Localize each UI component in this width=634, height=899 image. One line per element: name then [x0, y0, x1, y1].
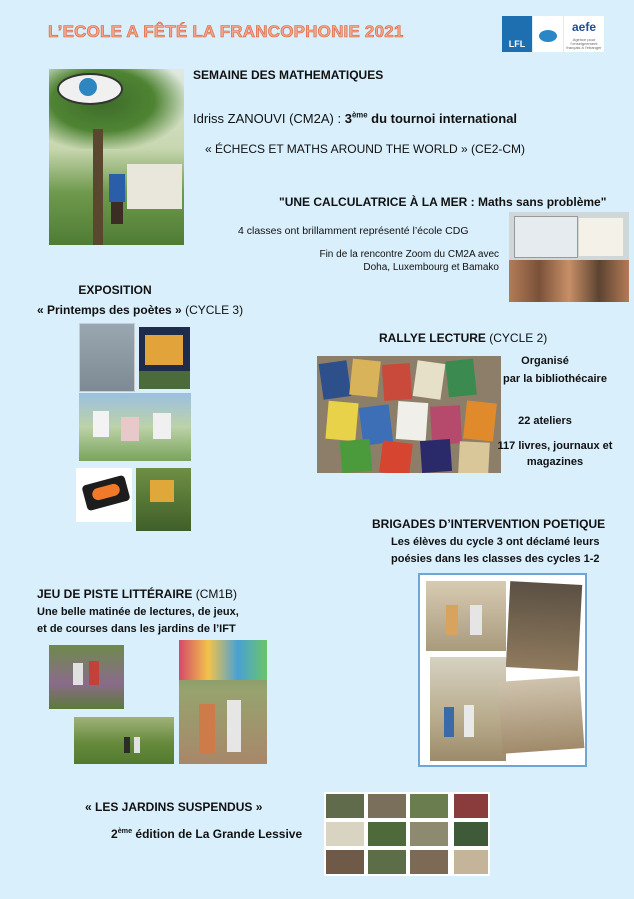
- expo-cycle: (CYCLE 3): [181, 303, 244, 317]
- maths-winner-line: [193, 111, 517, 126]
- rallye-livres2: magazines: [526, 456, 584, 468]
- brigades-heading: BRIGADES D’INTERVENTION POETIQUE: [372, 517, 606, 531]
- jeu-line1: Une belle matinée de lectures, de jeux,: [37, 606, 239, 618]
- rallye-cycle: (CYCLE 2): [485, 331, 548, 345]
- globe-icon: [539, 30, 557, 42]
- edition-number: 2: [111, 827, 118, 841]
- expo-photo-5: [136, 468, 191, 531]
- aefe-logo-subtitle: Agence pour l’enseignement français à l’étranger: [566, 37, 602, 50]
- books-photo: [317, 356, 501, 473]
- winner-name: Idriss ZANOUVI: [193, 111, 286, 126]
- aefe-logo: [564, 16, 604, 52]
- rallye-livres1: 117 livres, journaux et: [497, 440, 613, 452]
- garden-photo-3: [179, 640, 267, 764]
- tournament-name: « ÉCHECS ET MATHS AROUND THE WORLD »: [205, 142, 468, 156]
- page-title: L’ECOLE A FÊTÉ LA FRANCOPHONIE 2021: [48, 22, 404, 41]
- garden-photo-1: [49, 645, 124, 709]
- jardins-line: [111, 827, 302, 841]
- garden-photo-2: [74, 717, 174, 764]
- expo-photo-4: [76, 468, 132, 522]
- jeu-heading-line: [37, 587, 237, 601]
- maths-heading: SEMAINE DES MATHEMATIQUES: [193, 68, 384, 82]
- chess-student-photo: [49, 69, 184, 245]
- tournament-level: (CE2-CM): [467, 142, 526, 156]
- brigades-line1: Les élèves du cycle 3 ont déclamé leurs: [391, 536, 600, 548]
- rank-suffix: ème: [351, 110, 368, 120]
- rank-number: 3: [344, 111, 352, 126]
- winner-class: (CM2A) :: [285, 111, 345, 126]
- brigades-line2: poésies dans les classes des cycles 1-2: [391, 553, 600, 565]
- brigades-collage: [418, 573, 587, 767]
- aefe-logo-text: aefe: [571, 20, 597, 34]
- rallye-ateliers: 22 ateliers: [518, 415, 572, 427]
- expo-photo-2: [139, 327, 190, 389]
- calc-line2: Fin de la rencontre Zoom du CM2A avec: [319, 249, 499, 260]
- maths-tournament-line: [205, 142, 525, 156]
- rallye-org1: Organisé: [521, 355, 569, 367]
- jardins-heading: « LES JARDINS SUSPENDUS »: [85, 800, 263, 814]
- rallye-heading-line: [379, 331, 547, 345]
- zoom-classroom-photo: [509, 212, 629, 302]
- expo-photo-3: [79, 393, 191, 461]
- expo-photo-1: [79, 323, 135, 392]
- expo-heading: EXPOSITION: [78, 283, 152, 297]
- lessive-collage: [324, 792, 490, 876]
- jeu-heading: JEU DE PISTE LITTÉRAIRE: [37, 587, 193, 601]
- edition-suffix: ème: [117, 826, 133, 835]
- expo-subtitle-line: [37, 303, 243, 317]
- rallye-org2: par la bibliothécaire: [503, 373, 607, 385]
- calc-line1: 4 classes ont brillamment représenté l’école CDG: [238, 225, 469, 237]
- jeu-line2: et de courses dans les jardins de l’IFT: [37, 623, 236, 635]
- calc-heading: "UNE CALCULATRICE À LA MER : Maths sans problème": [279, 195, 607, 209]
- lfl-logo: LFL: [502, 16, 532, 52]
- rallye-heading: RALLYE LECTURE: [379, 331, 486, 345]
- edition-text: édition de La Grande Lessive: [132, 827, 303, 841]
- calc-line3: Doha, Luxembourg et Bamako: [363, 262, 499, 273]
- jeu-class: (CM1B): [192, 587, 238, 601]
- globe-logo: [533, 16, 563, 52]
- expo-subtitle: « Printemps des poètes »: [37, 303, 182, 317]
- rank-text: du tournoi international: [367, 111, 518, 126]
